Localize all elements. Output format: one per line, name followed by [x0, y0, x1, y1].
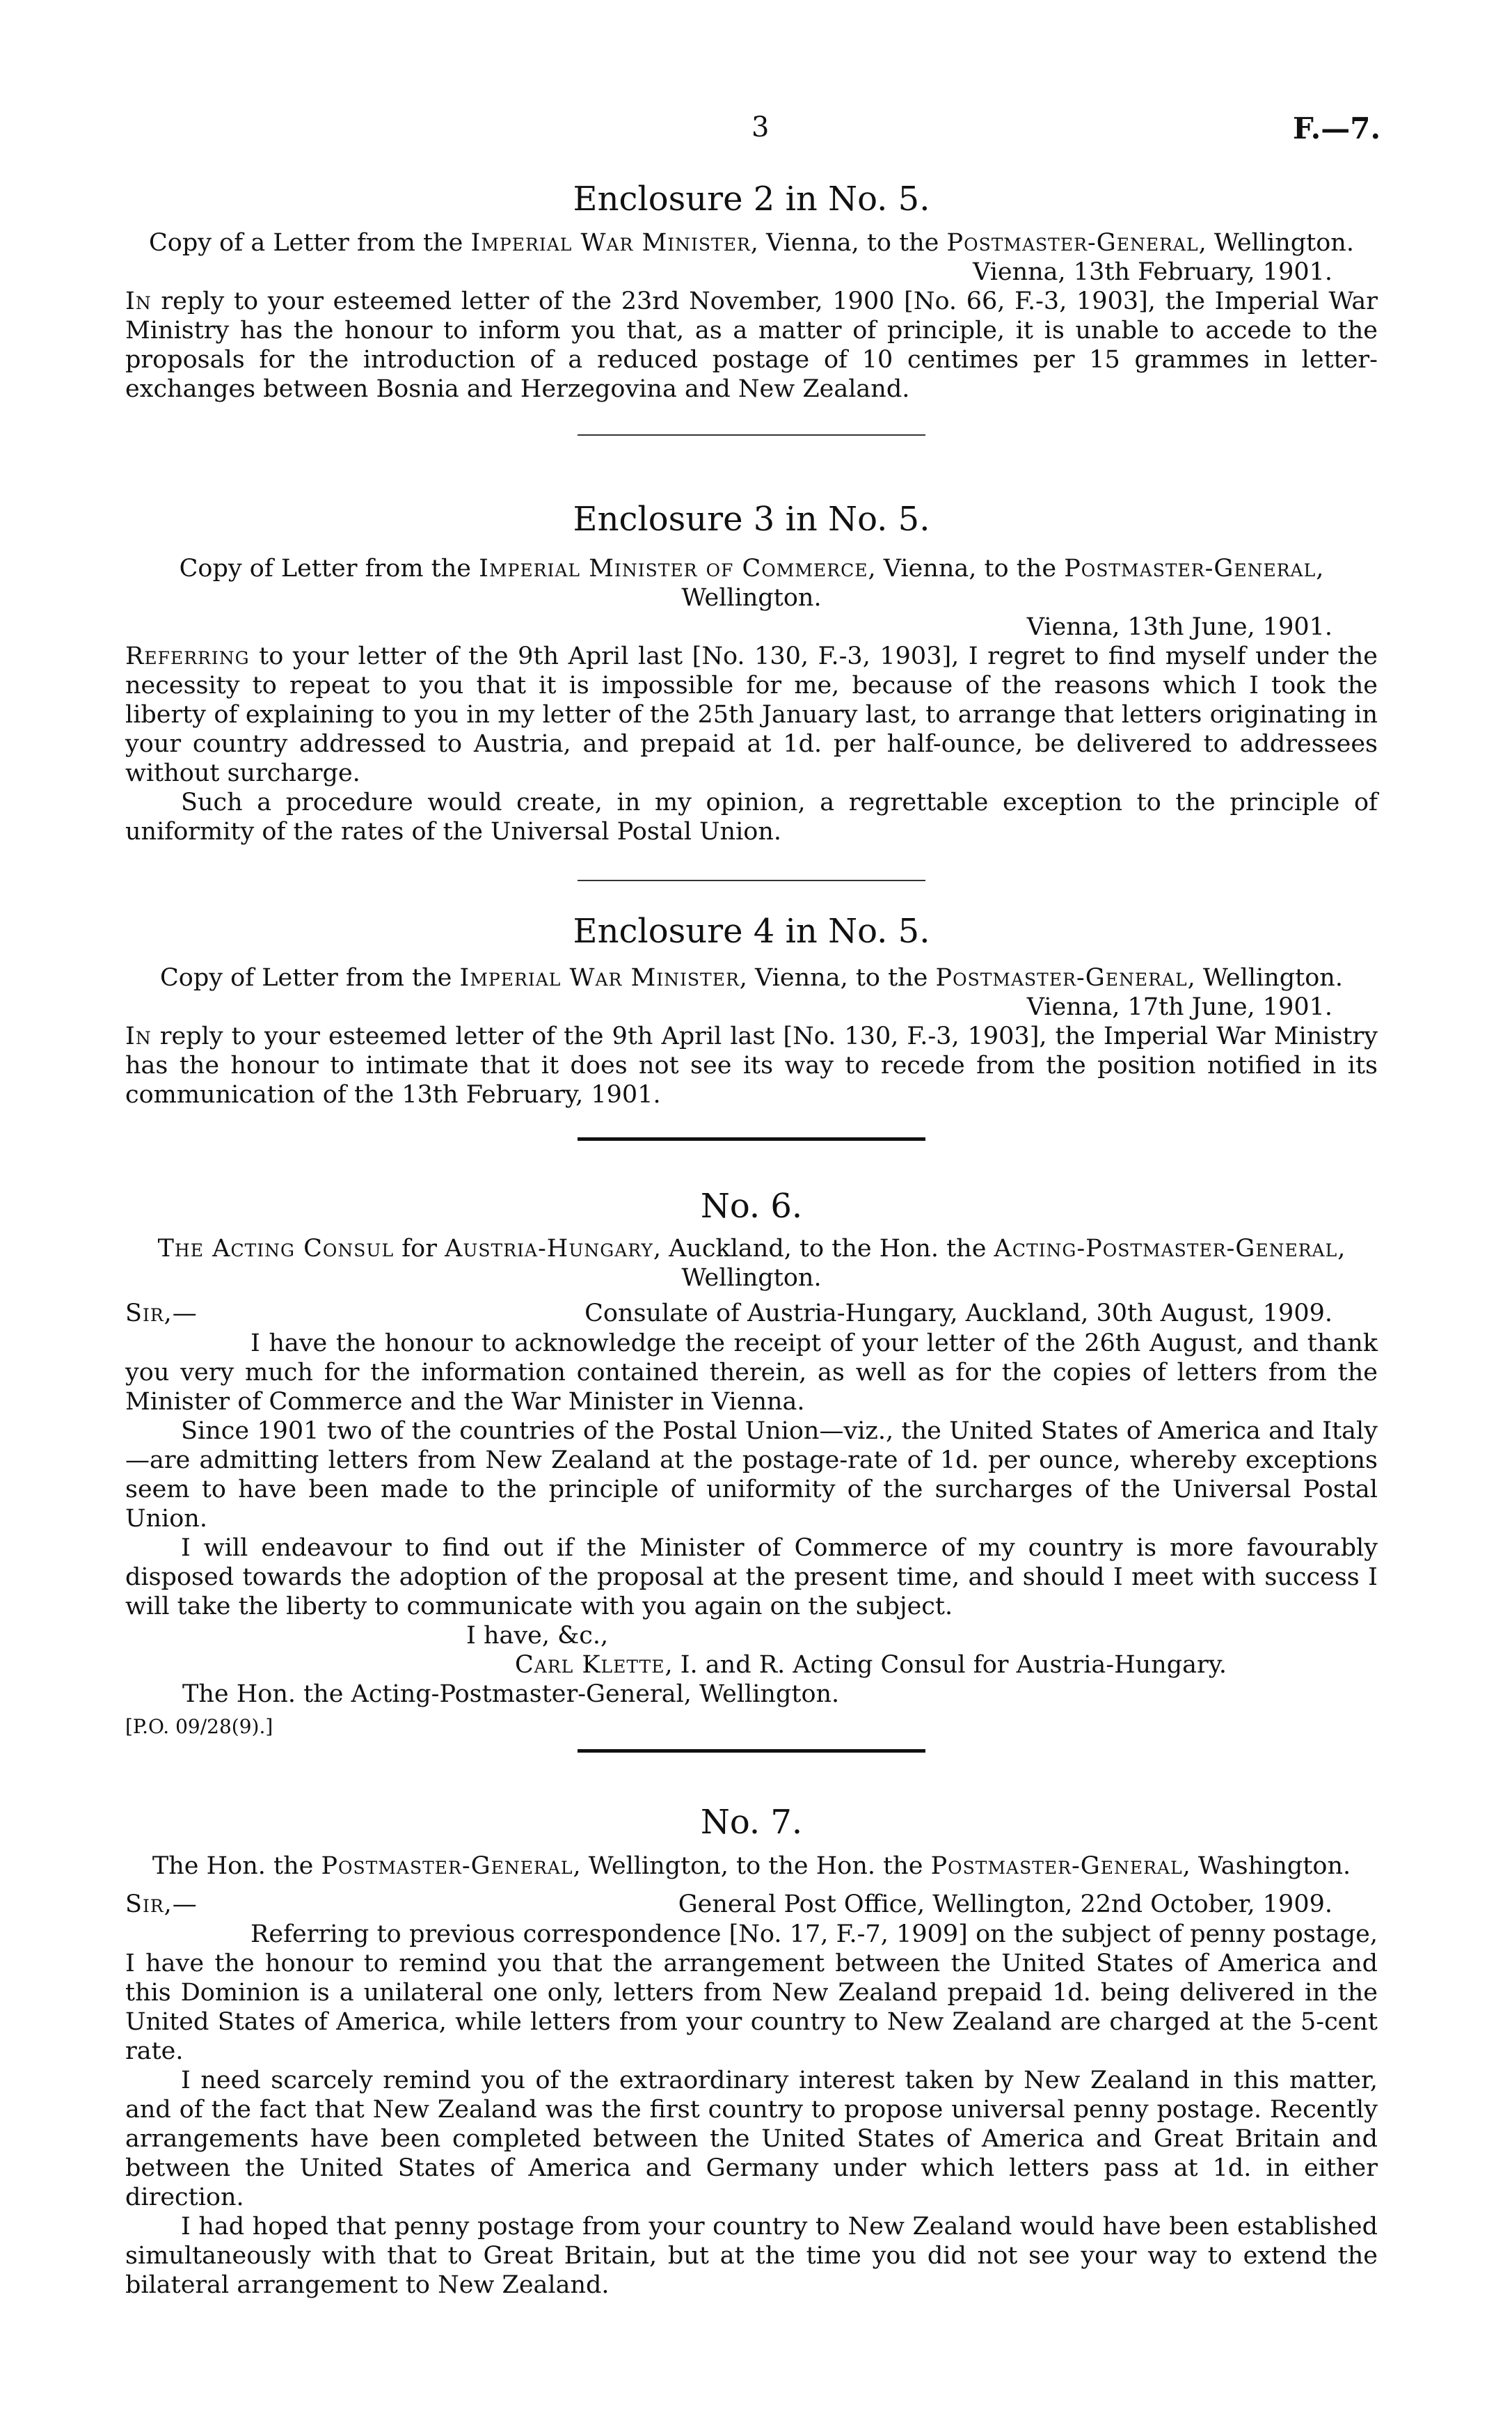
letter-body: In reply to your esteemed letter of the 9th April last [No. 130, F.-3, 1903], the Imperial War Ministry has the honour to intimate that it does not see its way to recede from the position notified in its communication of the 13th February, 1901. — [125, 1022, 1378, 1109]
section-caption: The Hon. the Postmaster-General, Wellington, to the Hon. the Postmaster-General, Washington. — [152, 1852, 1351, 1880]
letter-date: Vienna, 17th June, 1901. — [1026, 993, 1332, 1021]
section-caption: Copy of Letter from the Imperial Minister of Commerce, Vienna, to the Postmaster-General, Wellington. — [179, 555, 1324, 612]
salutation: Sir,— — [125, 1300, 198, 1327]
letter-body: Such a procedure would create, in my opinion, a regrettable exception to the principle of uniformity of the rates of the Universal Postal Union. — [125, 789, 1378, 846]
section-divider — [578, 1749, 925, 1753]
letter-date: Vienna, 13th February, 1901. — [973, 258, 1332, 286]
file-reference: [P.O. 09/28(9).] — [125, 1715, 273, 1738]
letter-date: Consulate of Austria-Hungary, Auckland, 30th August, 1909. — [584, 1300, 1332, 1327]
section-caption: Copy of a Letter from the Imperial War Minister, Vienna, to the Postmaster-General, Wellington. — [149, 229, 1354, 257]
section-heading: No. 7. — [700, 1803, 803, 1842]
salutation: Sir,— — [125, 1890, 198, 1918]
enclosure-3 — [125, 500, 1378, 881]
addressee: The Hon. the Acting-Postmaster-General, Wellington. — [182, 1680, 840, 1708]
letter-no-6 — [125, 1187, 1378, 1753]
section-caption: The Acting Consul for Austria-Hungary, Auckland, to the Hon. the Acting-Postmaster-General, Wellington. — [157, 1235, 1346, 1292]
section-caption: Copy of Letter from the Imperial War Minister, Vienna, to the Postmaster-General, Wellington. — [160, 964, 1343, 992]
section-divider — [578, 1137, 925, 1141]
section-heading: Enclosure 2 in No. 5. — [573, 180, 930, 219]
letter-body: In reply to your esteemed letter of the 23rd November, 1900 [No. 66, F.-3, 1903], the Imperial War Ministry has the honour to inform you that, as a matter of principle, it is unable to accede to the proposals for the introduction of a reduced postage of 10 centimes per 15 grammes in letter-exchanges between Bosnia and Herzegovina and New Zealand. — [125, 287, 1378, 403]
letter-body: I need scarcely remind you of the extraordinary interest taken by New Zealand in this matter, and of the fact that New Zealand was the first country to propose universal penny postage. Recently arrangements have been completed between the United States of America and Great Britain and between the United States of America and Germany under which letters pass at 1d. in either direction. — [125, 2067, 1378, 2211]
letter-body: I had hoped that penny postage from your country to New Zealand would have been established simultaneously with that to Great Britain, but at the time you did not see your way to extend the bilateral arrangement to New Zealand. — [125, 2213, 1378, 2299]
section-heading: Enclosure 4 in No. 5. — [573, 912, 930, 951]
letter-date: General Post Office, Wellington, 22nd October, 1909. — [678, 1890, 1332, 1918]
section-divider — [578, 880, 925, 881]
section-heading: No. 6. — [700, 1187, 803, 1226]
section-divider — [578, 434, 925, 436]
letter-date: Vienna, 13th June, 1901. — [1026, 613, 1332, 641]
enclosure-2 — [125, 180, 1378, 436]
letter-body: Referring to your letter of the 9th April last [No. 130, F.-3, 1903], I regret to find myself under the necessity to repeat to you that it is impossible for me, because of the reasons which I took the liberty of explaining to you in my letter of the 25th January last, to arrange that letters originating in your country addressed to Austria, and prepaid at 1d. per half-ounce, be delivered to addressees without surcharge. — [125, 642, 1378, 787]
salutation-line — [125, 1300, 1378, 1329]
letter-body: Referring to previous correspondence [No. 17, F.-7, 1909] on the subject of penny postage, I have the honour to remind you that the arrangement between the United States of America and this Dominion is a unilateral one only, letters from New Zealand prepaid 1d. being delivered in the United States of America, while letters from your country to New Zealand are charged at the 5-cent rate. — [125, 1920, 1378, 2065]
letter-body: I have the honour to acknowledge the receipt of your letter of the 26th August, and thank you very much for the information contained therein, as well as for the copies of letters from the Minister of Commerce and the War Minister in Vienna. — [125, 1329, 1378, 1416]
enclosure-4 — [125, 912, 1378, 1141]
signature: Carl Klette, I. and R. Acting Consul for Austria-Hungary. — [515, 1651, 1227, 1679]
page-number: 3 — [751, 111, 770, 143]
document-reference: F.—7. — [1293, 111, 1381, 145]
letter-body: Since 1901 two of the countries of the Postal Union—viz., the United States of America and Italy—are admitting letters from New Zealand at the postage-rate of 1d. per ounce, whereby exceptions seem to have been made to the principle of uniformity of the surcharges of the Universal Postal Union. — [125, 1417, 1378, 1533]
closing: I have, &c., — [466, 1622, 609, 1650]
salutation-line — [125, 1890, 1378, 1920]
letter-no-7 — [125, 1803, 1378, 2300]
section-heading: Enclosure 3 in No. 5. — [573, 500, 930, 539]
letter-body: I will endeavour to find out if the Minister of Commerce of my country is more favourably disposed towards the adoption of the proposal at the present time, and should I meet with success I will take the liberty to communicate with you again on the subject. — [125, 1534, 1378, 1620]
